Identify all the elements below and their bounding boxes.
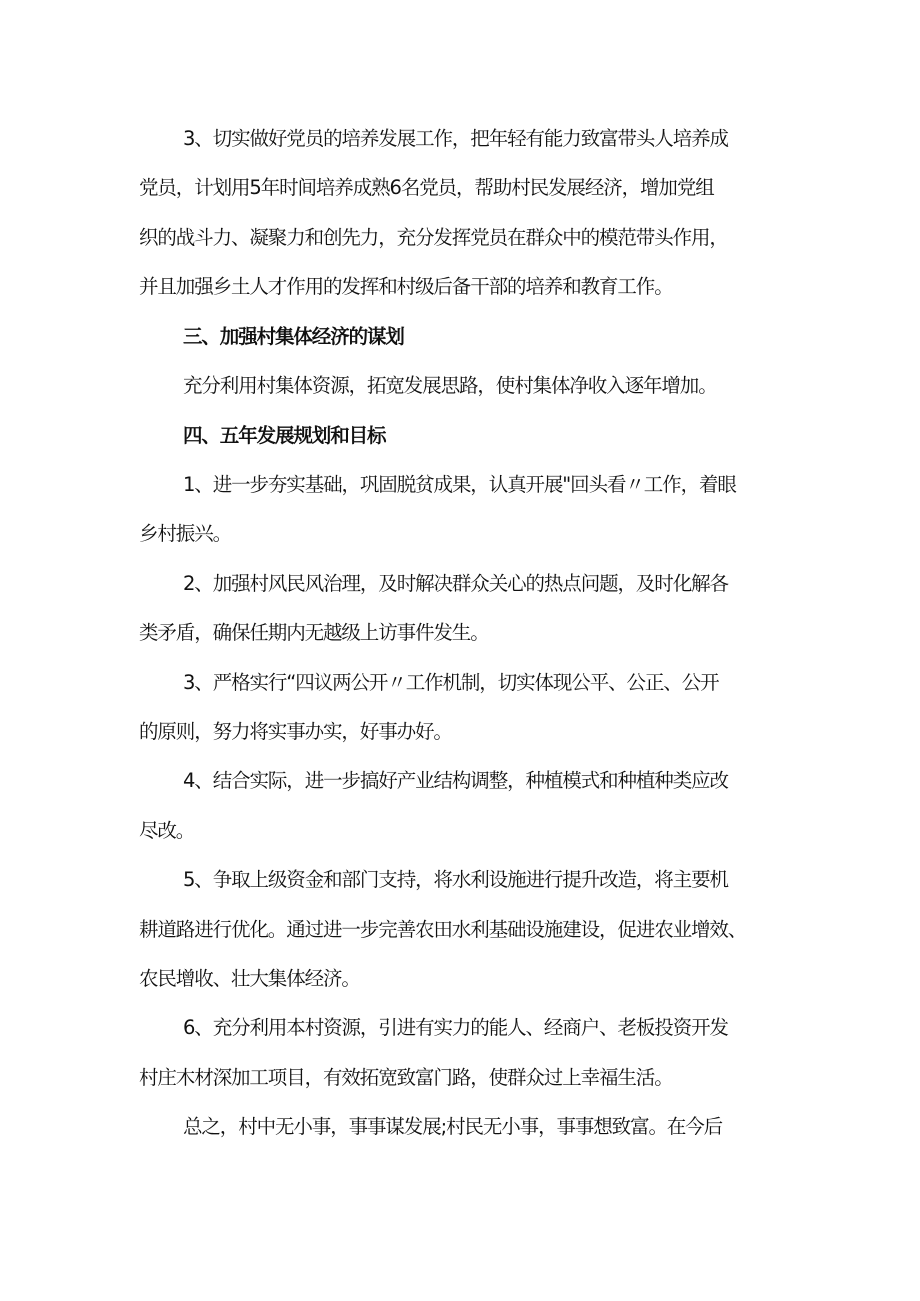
goal-4-line-1: 4、结合实际，进一步搞好产业结构调整，种植模式和种植种类应改 (183, 769, 728, 792)
paragraph-3-line-3: 织的战斗力、凝聚力和创先力，充分发挥党员在群众中的模范带头作用， (139, 226, 728, 249)
goal-2-line-2: 类矛盾，确保任期内无越级上访事件发生。 (139, 621, 489, 644)
goal-5-line-1: 5、争取上级资金和部门支持，将水利设施进行提升改造，将主要机 (183, 868, 728, 891)
conclusion-line-1: 总之，村中无小事，事事谋发展;村民无小事，事事想致富。在今后 (183, 1115, 723, 1138)
paragraph-3-line-1: 3、切实做好党员的培养发展工作，把年轻有能力致富带头人培养成 (183, 127, 728, 150)
goal-5-line-3: 农民增收、壮大集体经济。 (139, 967, 360, 990)
paragraph-3-line-4: 并且加强乡土人才作用的发挥和村级后备干部的培养和教育工作。 (139, 275, 673, 298)
goal-3-line-2: 的原则，努力将实事办实，好事办好。 (139, 720, 452, 743)
section-heading-4: 四、五年发展规划和目标 (183, 424, 386, 447)
goal-1-line-2: 乡村振兴。 (139, 522, 232, 545)
goal-6-line-1: 6、充分利用本村资源，引进有实力的能人、经商户、老板投资开发 (183, 1016, 728, 1039)
paragraph-3-line-2: 党员，计划用5年时间培养成熟6名党员，帮助村民发展经济，增加党组 (139, 176, 714, 199)
section-3-paragraph: 充分利用村集体资源，拓宽发展思路，使村集体净收入逐年增加。 (183, 374, 717, 397)
goal-4-line-2: 尽改。 (139, 819, 195, 842)
goal-2-line-1: 2、加强村风民风治理，及时解决群众关心的热点问题，及时化解各 (183, 572, 728, 595)
goal-6-line-2: 村庄木材深加工项目，有效拓宽致富门路，使群众过上幸福生活。 (139, 1066, 673, 1089)
section-heading-3: 三、加强村集体经济的谋划 (183, 325, 404, 348)
goal-3-line-1: 3、严格实行“四议两公开〃工作机制，切实体现公平、公正、公开 (183, 671, 719, 694)
goal-1-line-1: 1、进一步夯实基础，巩固脱贫成果，认真开展"回头看〃工作，着眼 (183, 473, 736, 496)
goal-5-line-2: 耕道路进行优化。通过进一步完善农田水利基础设施建设，促进农业增效、 (139, 918, 747, 941)
